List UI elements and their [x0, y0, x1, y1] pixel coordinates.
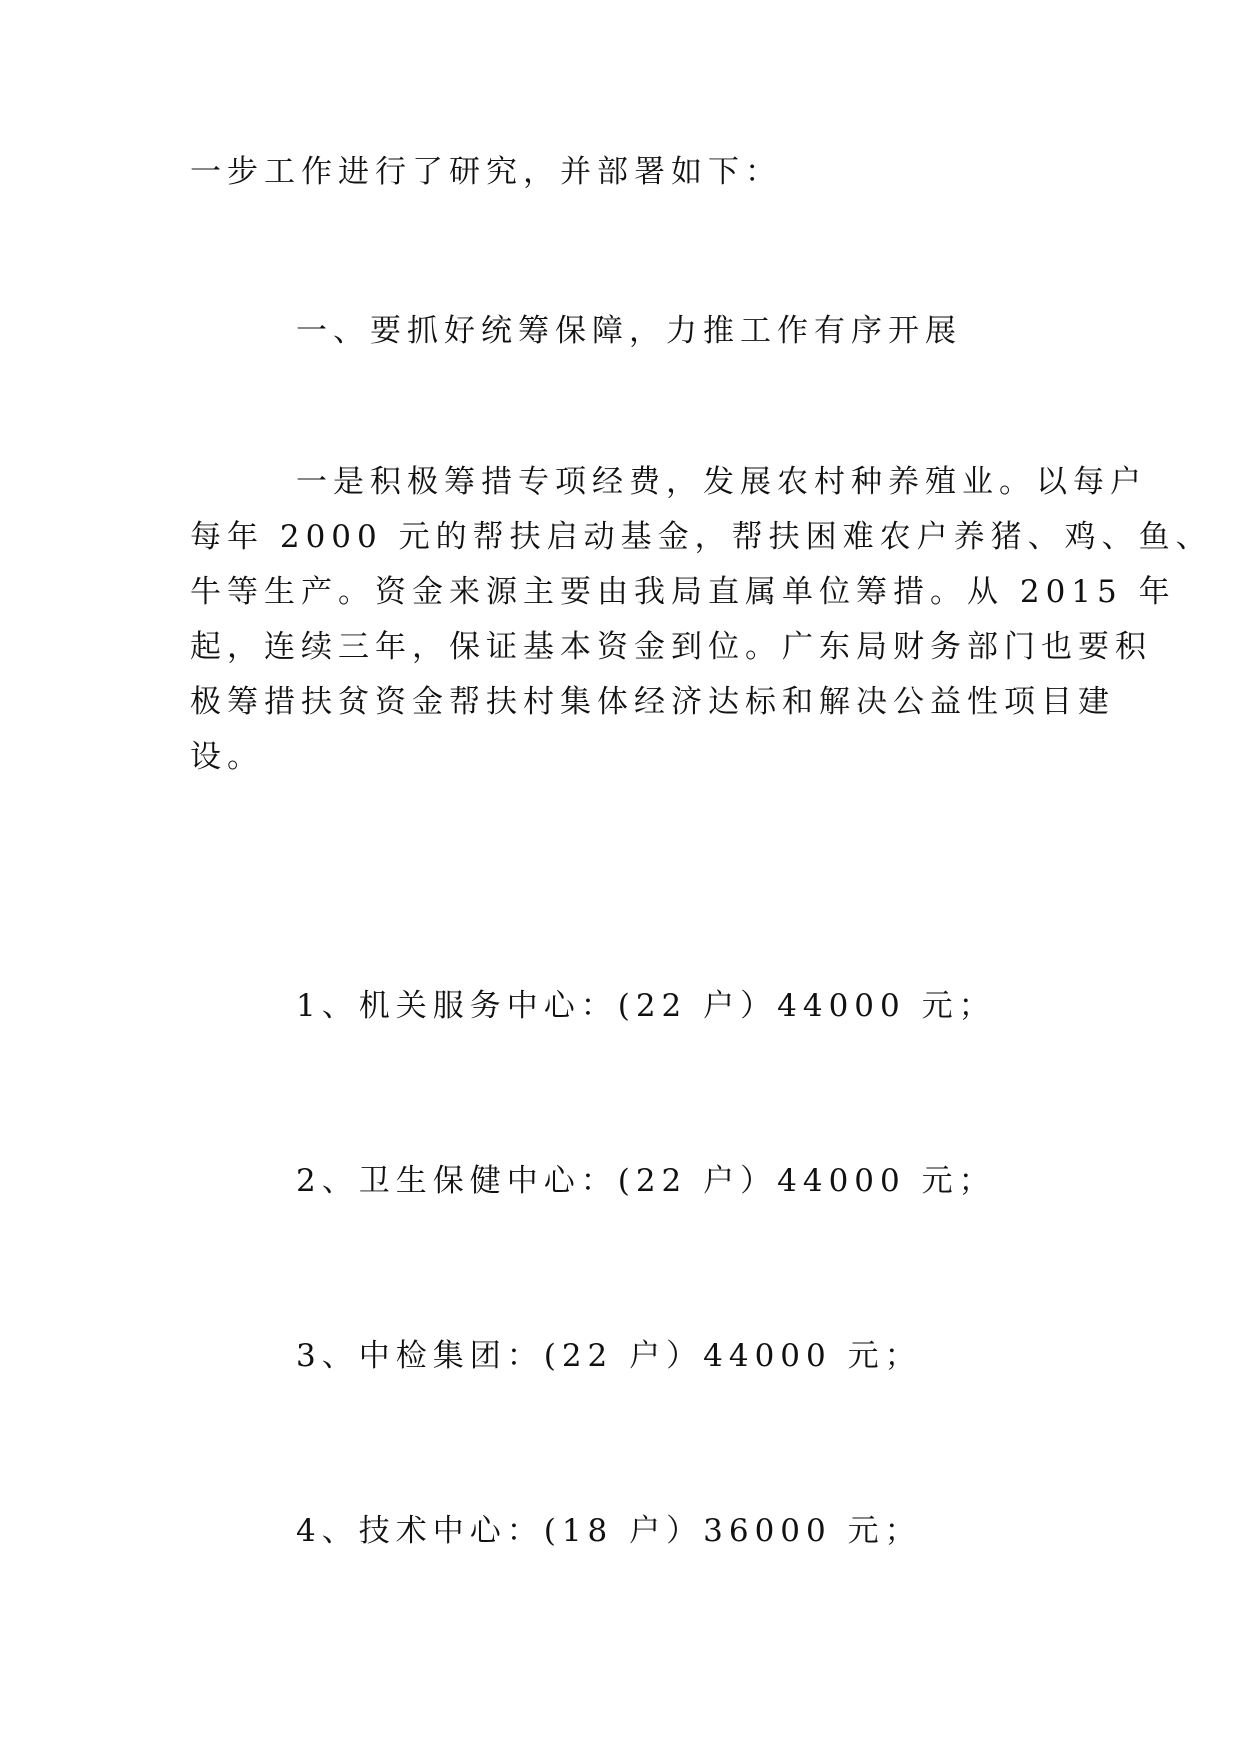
list-item: 1、机关服务中心：(22 户）44000 元； [296, 988, 996, 1024]
body-paragraph [190, 455, 1213, 785]
list-item: 3、中检集团：(22 户）44000 元； [296, 1338, 922, 1374]
paragraph-line: 设。 [190, 739, 264, 775]
list-item: 4、技术中心：(18 户）36000 元； [296, 1513, 922, 1549]
paragraph-line: 牛等生产。资金来源主要由我局直属单位筹措。从 2015 年 [190, 574, 1176, 610]
paragraph-line: 一是积极筹措专项经费，发展农村种养殖业。以每户 [296, 464, 1147, 500]
paragraph-line: 每年 2000 元的帮扶启动基金，帮扶困难农户养猪、鸡、鱼、 [190, 519, 1213, 555]
intro-line: 一步工作进行了研究，并部署如下： [190, 154, 782, 190]
list-item: 2、卫生保健中心：(22 户）44000 元； [296, 1163, 996, 1199]
paragraph-line: 起，连续三年，保证基本资金到位。广东局财务部门也要积 [190, 629, 1152, 665]
paragraph-line: 极筹措扶贫资金帮扶村集体经济达标和解决公益性项目建 [190, 684, 1115, 720]
section-heading: 一、要抓好统筹保障，力推工作有序开展 [296, 313, 962, 349]
